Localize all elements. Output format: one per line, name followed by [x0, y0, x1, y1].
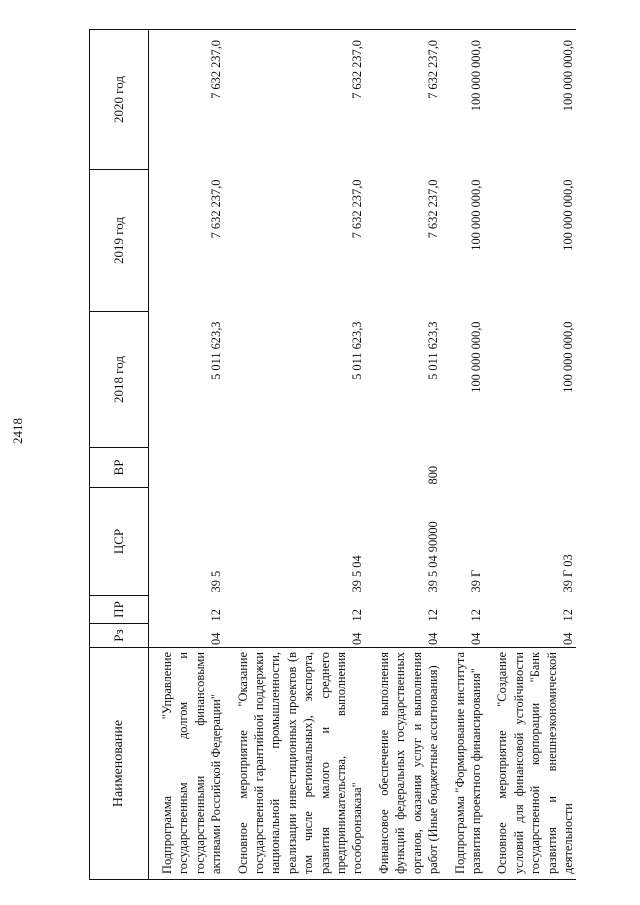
- row-2019: 7 632 237,0: [209, 179, 224, 239]
- row-name: Подпрограмма "Формирование института развития проектного финансирования": [442, 648, 485, 880]
- row-pr: 12: [209, 609, 224, 622]
- rotated-page: [89, 30, 616, 880]
- row-2018: 5 011 623,3: [209, 321, 224, 380]
- row-2018: 5 011 623,3: [426, 321, 441, 380]
- row-2020: 7 632 237,0: [149, 30, 225, 170]
- table-row: [366, 30, 442, 880]
- row-pr: 12: [468, 609, 483, 622]
- row-name: Основное мероприятие "Создание условий для финансовой устойчивости государственной корпорации "Банк развития и внешнеэкономической деятельности: [484, 648, 576, 880]
- table-header-row: [90, 30, 149, 880]
- row-csr: 39 Г: [468, 569, 483, 593]
- row-rz: 04: [560, 632, 575, 645]
- header-2019: 2019 год: [90, 170, 149, 312]
- row-pr: 12: [350, 609, 365, 622]
- row-rz: 04: [426, 632, 441, 645]
- row-vr: [149, 448, 225, 488]
- header-rz: Рз: [90, 624, 149, 648]
- row-name: Основное мероприятие "Оказание государственной гарантийной поддержки национальной промышленности, реализации инвестиционных проектов (в том числе региональных), экспорта, развития малого и среднего предпринимательства, выполнения гособоронзаказа": [225, 648, 366, 880]
- header-2018: 2018 год: [90, 312, 149, 448]
- row-csr: 39 Г 03: [560, 554, 575, 593]
- row-2019: 7 632 237,0: [426, 179, 441, 239]
- row-vr: [442, 448, 485, 488]
- row-2020: 7 632 237,0: [366, 30, 442, 170]
- row-name: Финансовое обеспечение выполнения функций федеральных государственных органов, оказания услуг и выполнения работ (Иные бюджетные ассигнования): [366, 648, 442, 880]
- row-rz: 04: [468, 632, 483, 645]
- table-row: [149, 30, 225, 880]
- row-csr: 39 5 04: [350, 555, 365, 593]
- header-2020: 2020 год: [90, 30, 149, 170]
- row-pr: 12: [426, 609, 441, 622]
- header-name: Наименование: [90, 648, 149, 880]
- row-2019: 100 000 000,0: [560, 179, 575, 251]
- row-2020: 100 000 000,0: [442, 30, 485, 170]
- header-vr: ВР: [90, 448, 149, 488]
- row-name: Подпрограмма "Управление государственным долгом и государственными финансовыми активами Российской Федерации": [149, 648, 225, 880]
- row-2020: 100 000 000,0: [484, 30, 576, 170]
- header-csr: ЦСР: [90, 488, 149, 596]
- header-pr: ПР: [90, 596, 149, 624]
- row-pr: 12: [560, 609, 575, 622]
- table-row: [484, 30, 576, 880]
- row-vr: 800: [426, 465, 441, 485]
- row-vr: [484, 448, 576, 488]
- row-csr: 39 5 04 90000: [426, 521, 441, 593]
- table-row: [225, 30, 366, 880]
- budget-table: [89, 29, 576, 880]
- row-rz: 04: [350, 632, 365, 645]
- row-2019: 7 632 237,0: [350, 179, 365, 239]
- page-number: 2418: [10, 418, 25, 444]
- table-row: [442, 30, 485, 880]
- row-2018: 100 000 000,0: [468, 321, 483, 393]
- row-2019: 100 000 000,0: [468, 179, 483, 251]
- row-2018: 100 000 000,0: [560, 321, 575, 393]
- row-vr: [225, 448, 366, 488]
- row-2020: 7 632 237,0: [225, 30, 366, 170]
- row-2018: 5 011 623,3: [350, 321, 365, 380]
- row-rz: 04: [209, 632, 224, 645]
- row-csr: 39 5: [209, 570, 224, 593]
